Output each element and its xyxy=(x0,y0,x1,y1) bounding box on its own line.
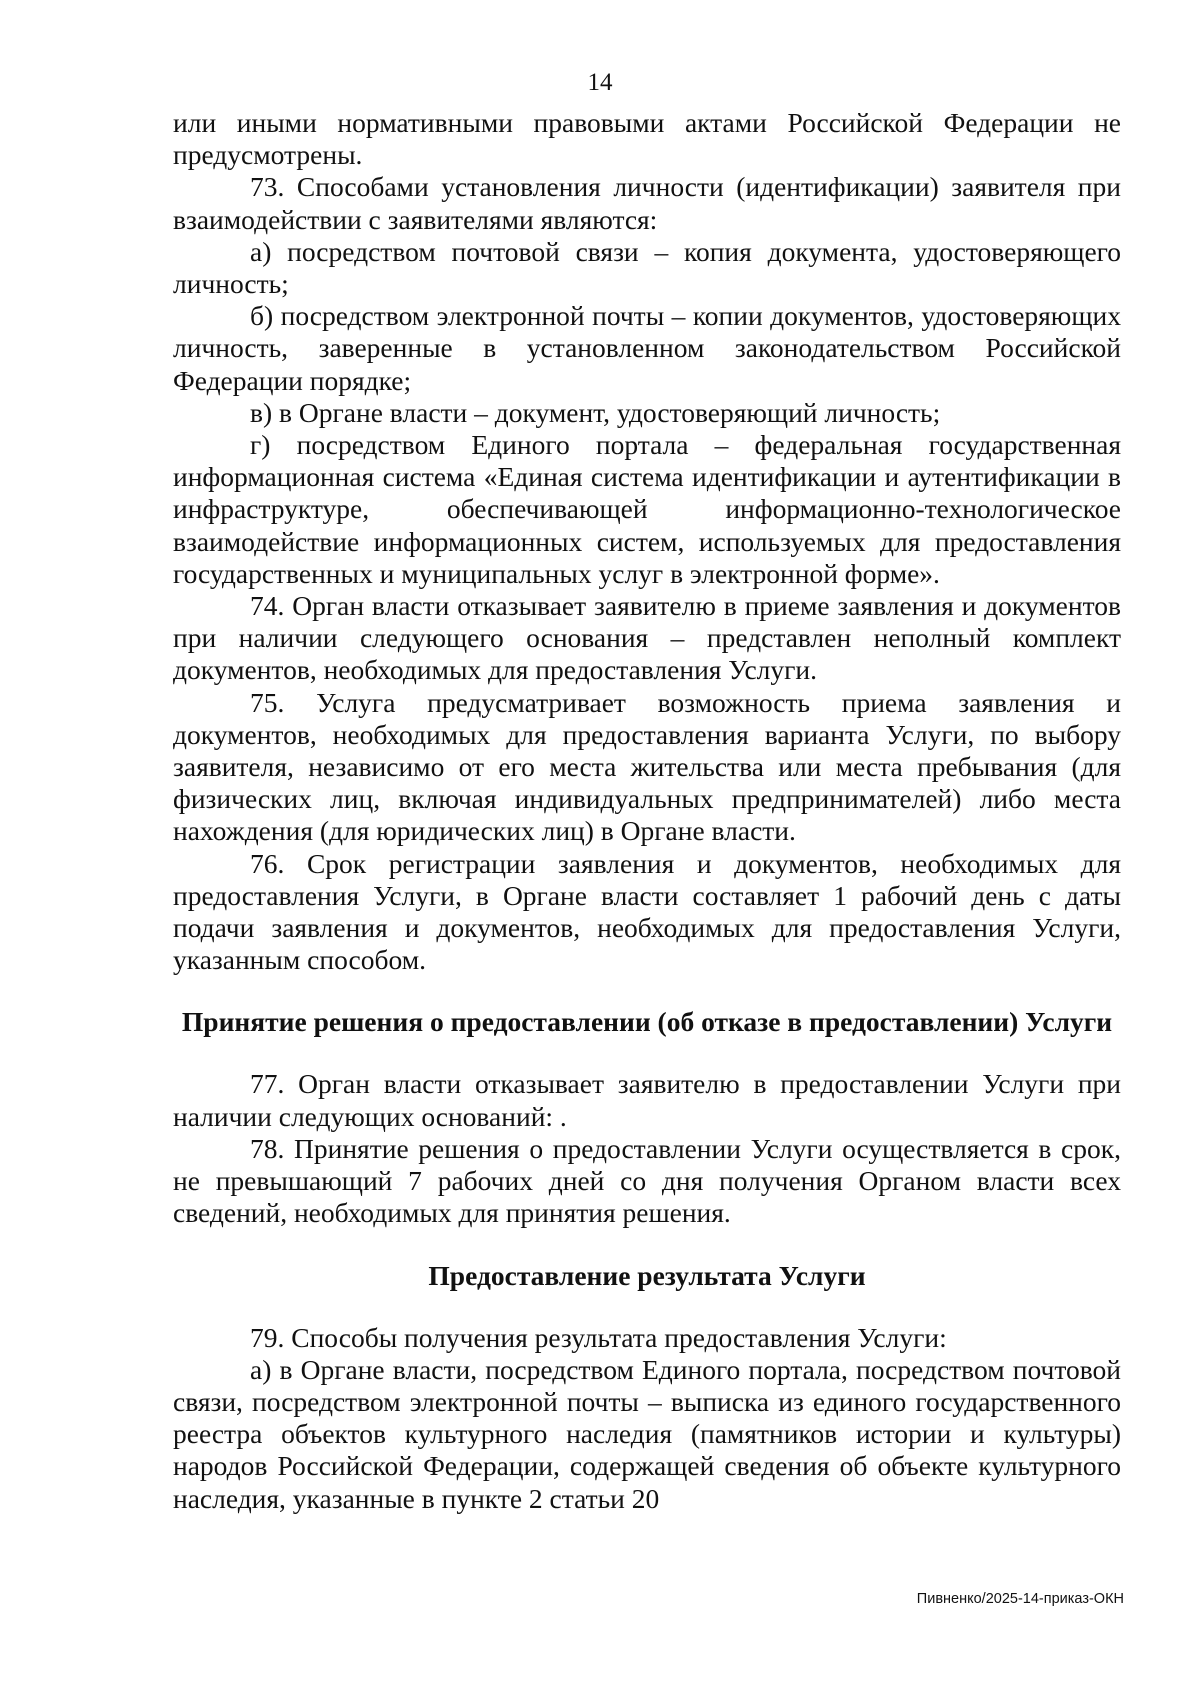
paragraph-74: 74. Орган власти отказывает заявителю в приеме заявления и документов при наличии следующего основания – представлен неполный комплект документов, необходимых для предоставления Услуги. xyxy=(173,590,1121,686)
paragraph-73-g: г) посредством Единого портала – федеральная государственная информационная система «Единая система идентификации и аутентификации в инфраструктуре, обеспечивающей информационно-технологическое взаимодействие информационных систем, используемых для предоставления государственных и муниципальных услуг в электронной форме». xyxy=(173,429,1121,589)
section-heading-result: Предоставление результата Услуги xyxy=(428,1259,866,1291)
paragraph-77: 77. Орган власти отказывает заявителю в предоставлении Услуги при наличии следующих оснований: . xyxy=(173,1068,1121,1132)
paragraph-75: 75. Услуга предусматривает возможность приема заявления и документов, необходимых для предоставления варианта Услуги, по выбору заявителя, независимо от его места жительства или места пребывания (для физических лиц, включая индивидуальных предпринимателей) либо места нахождения (для юридических лиц) в Органе власти. xyxy=(173,686,1121,847)
paragraph-73-v: в) в Органе власти – документ, удостоверяющий личность; xyxy=(250,396,941,428)
paragraph-73: 73. Способами установления личности (идентификации) заявителя при взаимодействии с заявителями являются: xyxy=(173,171,1121,235)
page-number: 14 xyxy=(587,69,613,96)
document-body xyxy=(173,107,1121,1515)
paragraph-79-a: а) в Органе власти, посредством Единого портала, посредством почтовой связи, посредством электронной почты – выписка из единого государственного реестра объектов культурного наследия (памятников истории и культуры) народов Российской Федерации, содержащей сведения об объекте культурного наследия, указанные в пункте 2 статьи 20 xyxy=(173,1353,1121,1514)
paragraph-73-b: б) посредством электронной почты – копии документов, удостоверяющих личность, заверенные в установленном законодательством Российской Федерации порядке; xyxy=(173,300,1121,396)
section-heading-decision: Принятие решения о предоставлении (об отказе в предоставлении) Услуги xyxy=(181,1006,1113,1038)
paragraph-76: 76. Срок регистрации заявления и документов, необходимых для предоставления Услуги, в Органе власти составляет 1 рабочий день с даты подачи заявления и документов, необходимых для предоставления Услуги, указанным способом. xyxy=(173,847,1121,976)
paragraph-78: 78. Принятие решения о предоставлении Услуги осуществляется в срок, не превышающий 7 рабочих дней со дня получения Органом власти всех сведений, необходимых для принятия решения. xyxy=(173,1132,1121,1229)
paragraph-73-a: а) посредством почтовой связи – копия документа, удостоверяющего личность; xyxy=(173,235,1121,300)
paragraph: или иными нормативными правовыми актами Российской Федерации не предусмотрены. xyxy=(173,107,1121,171)
document-footer-code: Пивненко/2025-14-приказ-ОКН xyxy=(916,1591,1124,1607)
paragraph-79: 79. Способы получения результата предоставления Услуги: xyxy=(250,1321,947,1353)
